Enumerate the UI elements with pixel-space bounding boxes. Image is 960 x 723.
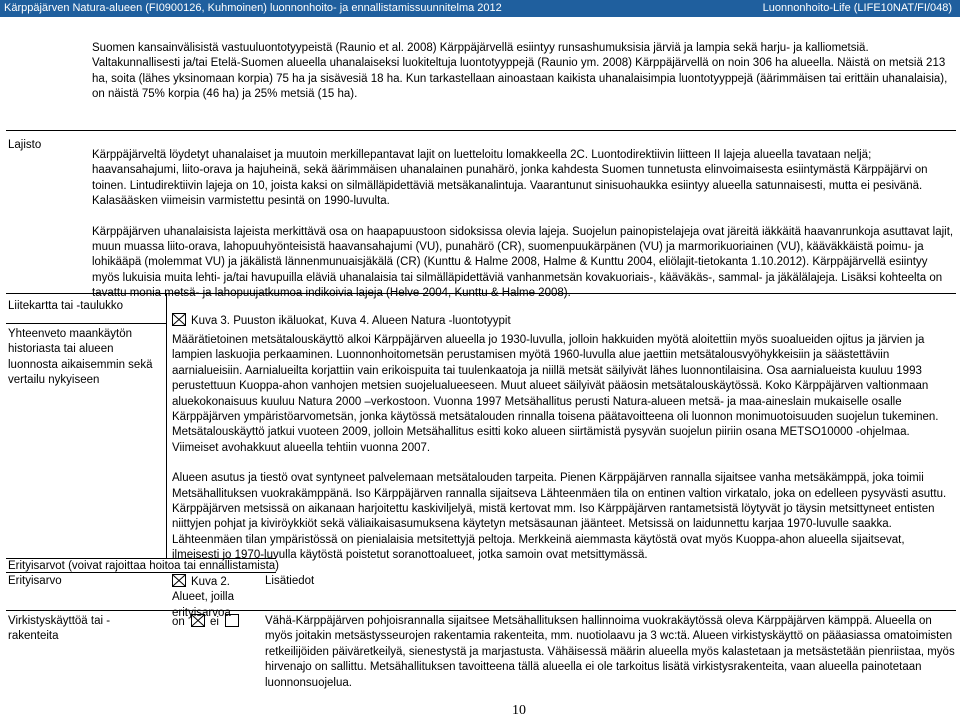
erityisarvo-label: Erityisarvo (8, 575, 62, 587)
liitekartta-text: Kuva 3. Puuston ikäluokat, Kuva 4. Alueen Natura -luontotyypit (191, 315, 511, 327)
virkistys-ei-checkbox[interactable] (225, 614, 239, 627)
rule-intro-bottom (6, 130, 956, 131)
virkistys-ei-label: ei (210, 616, 219, 628)
intro-line-2: Valtakunnallisesti ja/tai Etelä-Suomen alueella uhanalaiseksi luokiteltuja luontotyyppejä (Raunio ym. 2008) Kärppäjärvellä on noin 306 ha alueella. Näistä on metsiä 213 ha, soita (lähes yksinomaan korpia) 75 ha ja sisävesiä 18 ha. Kun tarkastellaan ainoastaan kaikista uhanalaisimpia luontotyyppejä (äärimmäisen tai erittäin uhanalaisia), on näistä 75% korpia (46 ha) ja 25% metsiä (15 ha). (92, 57, 948, 101)
running-header (0, 0, 960, 17)
header-title: Kärppäjärven Natura-alueen (FI0900126, Kuhmoinen) luonnonhoito- ja ennallistamissuunnitelma 2012 (4, 2, 502, 14)
historia-text (172, 333, 955, 564)
rule-liitekartta-bottom (6, 323, 166, 324)
virkistys-text: Vähä-Kärppäjärven pohjoisrannalla sijaitsee Metsähallituksen hallinnoima vuokrakäytössä oleva Kärppäjärven kämppä. Alueella on myös joitakin metsästysseurojen rakentamia rakenteita, mm. nuotiolaavu ja 3 wc:tä. Alueen virkistyskäyttö on pääasiassa omatoimisten retkeilijöiden päiväretkeilyä, sienestystä ja marjastusta. Vähäisessä määrin alueella myös kalastetaan ja metsästetään pienriistaa, myös hirvenajo on sallittu. Metsähallituksen tavoitteena tällä alueella ei ole tarkoitus lisätä virkistysrakenteita, vaan alueella painotetaan luonnonsuojelua. (265, 615, 955, 689)
lajisto-text (92, 148, 954, 302)
rule-erityisarvo-bottom (6, 610, 956, 611)
virkistys-label: Virkistyskäyttöä tai -rakenteita (8, 615, 111, 643)
erityisarvot-header: Erityisarvot (voivat rajoittaa hoitoa tai ennallistamista) (8, 560, 280, 572)
historia-label: Yhteenveto maankäytön historiasta tai alueen luonnosta aikaisemmin sekä vertailu nykyiseen (8, 328, 153, 387)
intro-line-1: Suomen kansainvälisistä vastuuluontotyypeistä (Raunio et al. 2008) Kärppäjärvellä esiintyy runsashumuksisia järviä ja lampia sekä harju- ja kalliometsiä. (92, 42, 869, 54)
liitekartta-checkbox[interactable] (172, 313, 186, 326)
liitekartta-label: Liitekartta tai -taulukko (8, 300, 124, 312)
erityisarvo-kuva: Kuva 2. Alueet, joilla erityisarvoa (172, 576, 235, 619)
rule-historia-column (166, 293, 167, 558)
intro-text (92, 41, 954, 103)
erityisarvo-checkbox[interactable] (172, 574, 186, 587)
historia-paragraph-2: Alueen asutus ja tiestö ovat syntyneet palvelemaan metsätalouden tarpeita. Pienen Kärppäjärven rannalla sijaitsee vanha metsäkämppä, joka toimii Metsähallituksen vuokrakämppänä. Iso Kärppäjärven rannalla sijaitseva Lähteenmäen tila on entinen valtion virkatalo, joka on edelleen pysyvästi asuttu. Kärppäjärven metsissä on aikanaan harjoitettu kaskiviljelyä, mistä kertovat mm. Iso Kärppäjärven rantametsistä löytyvät jo täysin metsittyneet entisten niittyjen pohjat ja kiviröykkiöt sekä väliaikaisasumuksena käytetyn metsäsaunan jäänteet. Metsissä on laidunnettu karjaa 1970-luvulle saakka. Lähteenmäen tilan ympäristössä on pienialaisia metsitettyjä peltoja. Merkkeinä aiemmasta käytöstä ovat myös Kuoppa-ahon alueella sijaitsevat, ilmeisesti jo 1970-luvulla käytöstä poistetut soranottoalueet, jotka samoin ovat metsittymässä. (172, 472, 947, 562)
header-project: Luonnonhoito-Life (LIFE10NAT/FI/048) (762, 2, 952, 14)
lajisto-paragraph-2: Kärppäjärven uhanalaisista lajeista merkittävä osa on haapapuustoon sidoksissa olevia lajeja. Suojelun painopistelajeja ovat järeitä iäkkäitä haavanrunkoja asuttavat lajit, muun muassa liito-orava, lahopuuhyönteisistä haavansahajumi (VU), punahärö (CR), suomenpuukärpänen (VU) ja marmorikuoriainen (VU), kääväkkäistä poimu- ja lohikääpä (molemmat VU) ja jäkälistä lännenmunuaisjäkälä (CR) (Kunttu & Halme 2008, Halme & Kunttu 2004, eliölajit-tietokanta 1.10.2012). Kärppäjärvellä esiintyy myös lukuisia muita lehti- ja/tai havupuilla eläviä uhanalaisia tai silmälläpidettäviä vanhanmetsän kovakuoriais-, kääväkäs-, sammal- ja jäkälälajeja. Lisäksi kohteelta on tavattu monia metsä- ja lahopuujatkumoa indikoivia lajeja (Helve 2004, Kunttu & Halme 2008). (92, 225, 954, 300)
virkistys-on-checkbox[interactable] (191, 614, 205, 627)
lajisto-paragraph-1: Kärppäjärveltä löydetyt uhanalaiset ja muutoin merkillepantavat lajit on luetteloitu lomakkeella 2C. Luontodirektiivin liitteen II lajeja alueella tavataan neljä; haavansahajumi, liito-orava ja hajuheinä, sekä äärimmäisen uhanalainen punahärö, jonka kahdesta Suomen tunnetusta elinvoimaisesta esiintymästä Kärppäjärvi on toinen. Lintudirektiivin lajeja on 10, joista kaksi on silmälläpidettäviä metsäkanalintuja. Vaarantunut sinisuohaukka esiintyy alueella satunnaisesti, mutta ei pesivänä. Kalasääsken viimeisin varmistettu pesintä on 1990-luvulta. (92, 149, 928, 208)
lajisto-label: Lajisto (8, 139, 42, 151)
virkistys-options (172, 614, 262, 630)
liitekartta-entry (172, 313, 732, 329)
erityisarvo-lisatiedot: Lisätiedot (265, 575, 315, 587)
virkistys-on-label: on (172, 616, 185, 628)
page-number: 10 (512, 703, 526, 718)
historia-paragraph-1: Määrätietoinen metsätalouskäyttö alkoi Kärppäjärven alueella jo 1930-luvulla, jolloin hakkuiden myötä aloitettiin myös suoalueiden ojitus ja järvien ja lampien laskuojia perkaaminen. Luonnonhoitometsän perustamisen myötä 1960-luvulla alue jaettiin metsätalousvyöhykkeisiin ja säästettäviin aarnialueisiin. Aarnialueilta korjattiin vain erikoispuita tai tuulenkaatoja ja niillä metsät säilyivät lähes luonnontilaisina. Osa aarnialueista kuuluu 1993 perustettuun Kuoppa-ahon vanhojen metsien suojelualueeseen. Muut alueet säilyivät pääosin metsätalouskäytössä. Koko Kärppäjärven valtionmaan aluekokonaisuus kuuluu Natura 2000 –verkostoon. Vuonna 1997 Metsähallitus perusti Natura-alueen metsä- ja maa-aineslain mukaiselle osalle Kärppäjärven ympäristöarvometsän, jonka käytössä metsätalouden rinnalla toisena päätavoitteena oli luonnon monimuotoisuuden suojelun tukeminen. Metsätalouskäyttö jatkui vuoteen 2009, jolloin Metsähallitus esitti koko alueen siirtämistä pysyvän suojelun piiriin osana METSO10000 -ohjelmaa. Viimeiset avohakkuut alueella tehtiin vuonna 2007. (172, 334, 939, 454)
